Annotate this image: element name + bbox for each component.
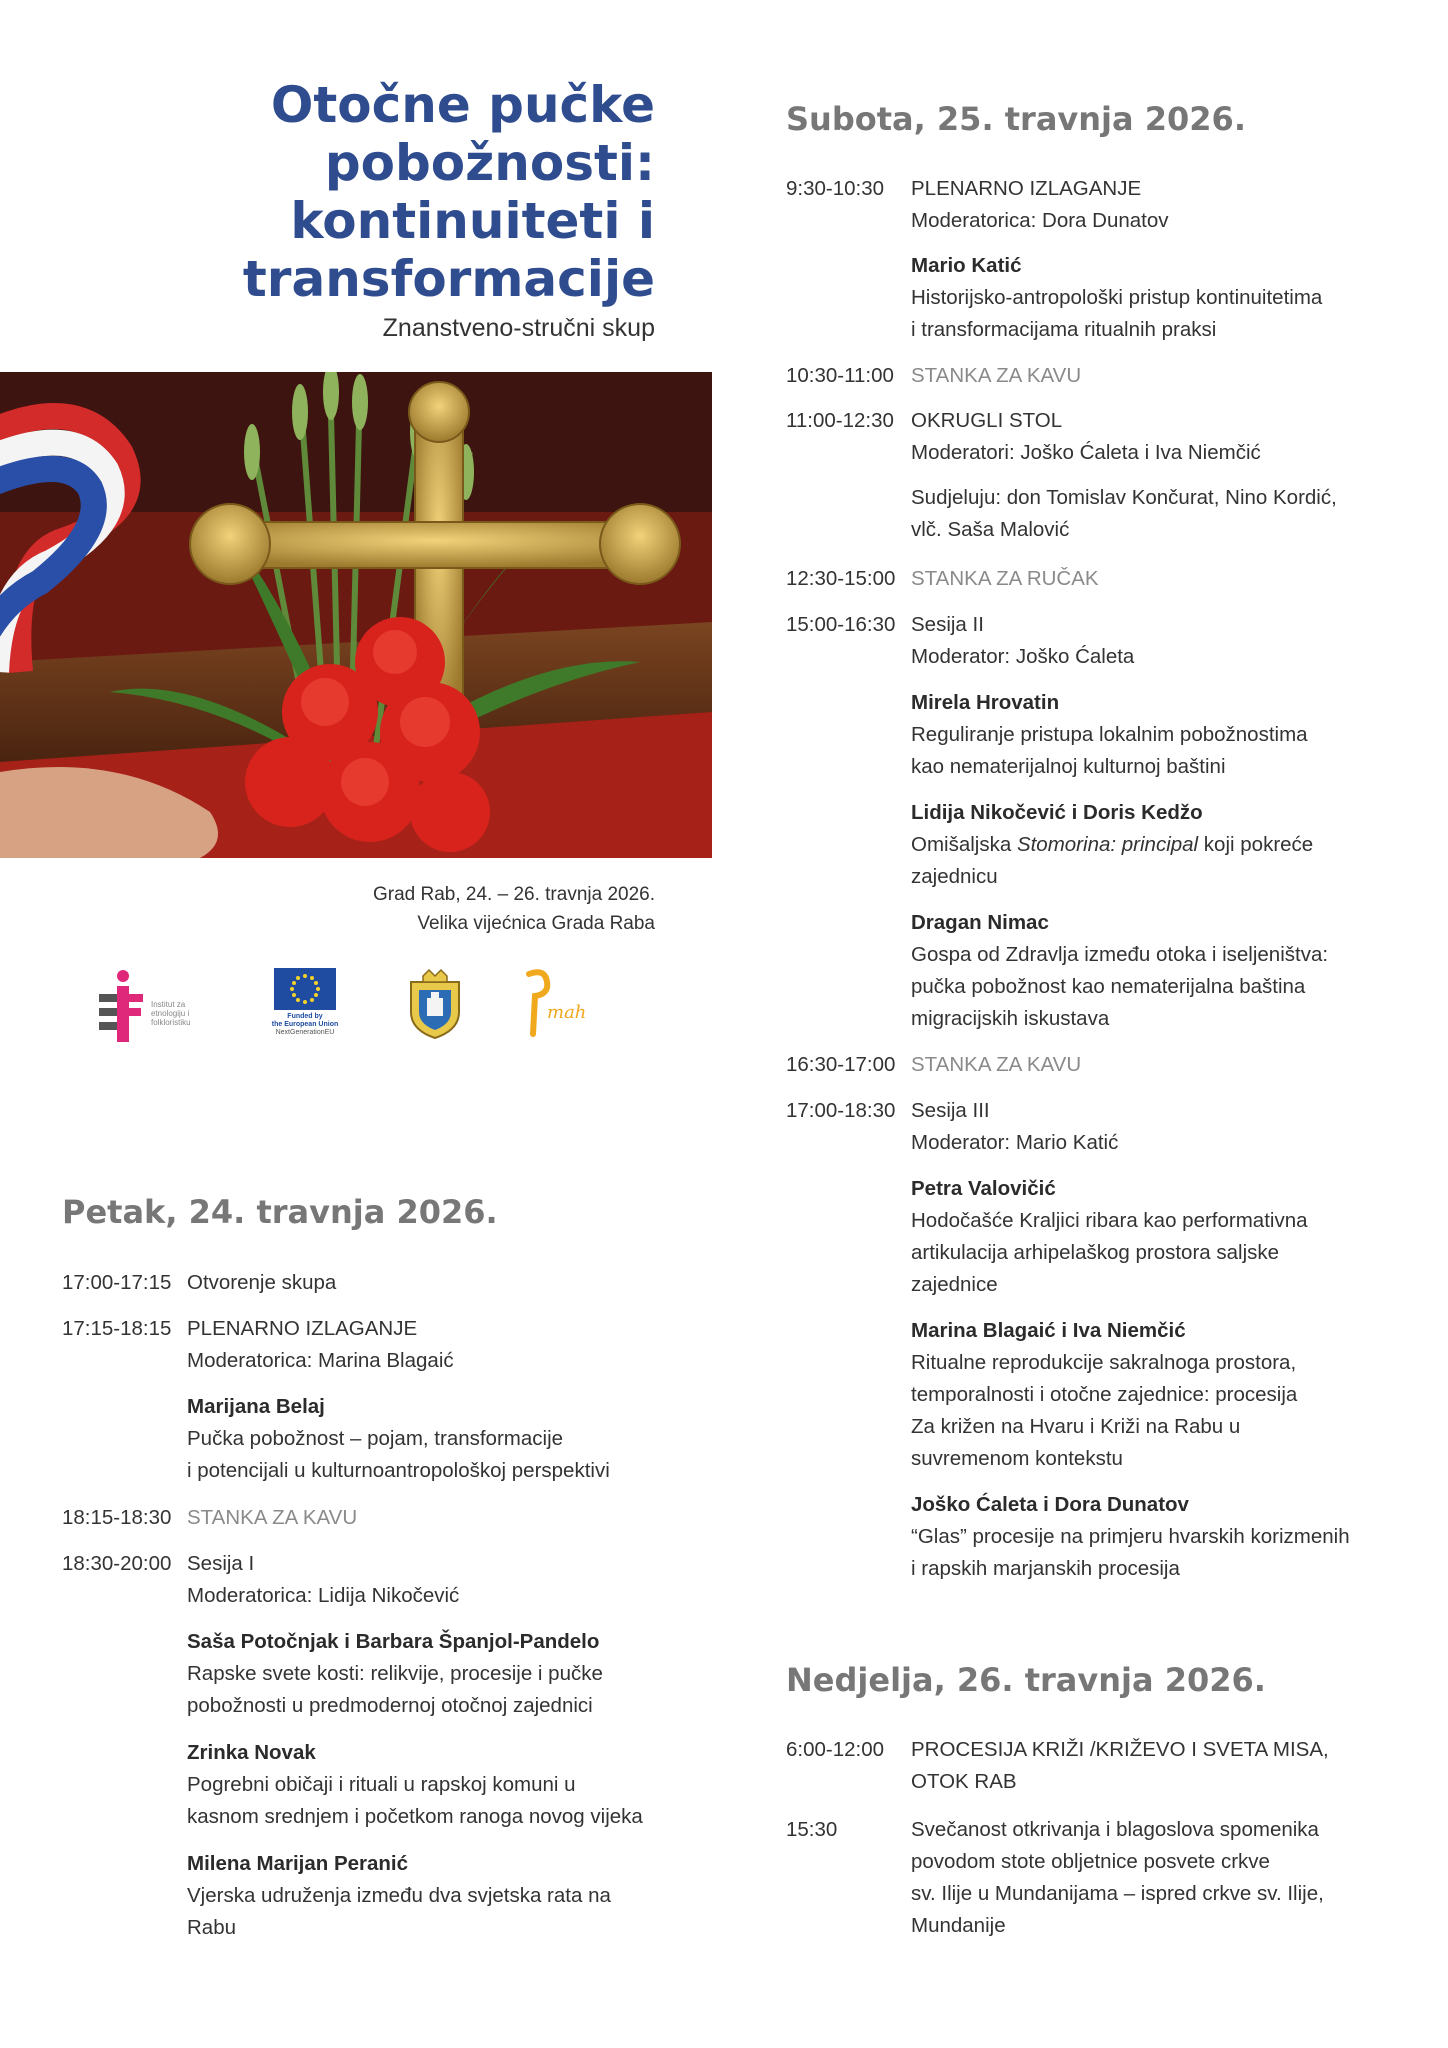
session-time: 12:30-15:00 (786, 567, 896, 590)
speaker-name: Marina Blagaić i Iva Niemčić (911, 1319, 1186, 1342)
venue-hall: Velika vijećnica Grada Raba (417, 913, 655, 934)
speaker-name: Joško Ćaleta i Dora Dunatov (911, 1493, 1189, 1516)
talk-title-part: koji pokreće (1198, 833, 1314, 856)
talk-title: suvremenom kontekstu (911, 1447, 1123, 1470)
session-time: 9:30-10:30 (786, 177, 885, 200)
session-time: 17:00-18:30 (786, 1099, 896, 1122)
talk-title: Za križen na Hvaru i Križi na Rabu u (911, 1415, 1241, 1438)
session-time: 11:00-12:30 (786, 409, 894, 432)
session-time: 18:30-20:00 (62, 1552, 172, 1575)
session-label: Otvorenje skupa (187, 1271, 337, 1294)
talk-title-part: Omišaljska (911, 833, 1017, 856)
sunday-schedule (786, 1734, 1426, 1954)
eu-logo (265, 968, 345, 1048)
session-moderator: Moderatori: Joško Ćaleta i Iva Niemčić (911, 441, 1261, 464)
speaker-name: Saša Potočnjak i Barbara Španjol-Pandelo (187, 1630, 600, 1653)
participants-line: vlč. Saša Malović (911, 518, 1070, 541)
eu-text-2: the European Union (271, 1021, 339, 1028)
session-time: 17:00-17:15 (62, 1271, 172, 1294)
session-moderator: Moderator: Mario Katić (911, 1131, 1119, 1154)
talk-title (911, 829, 1313, 861)
friday-heading: Petak, 24. travnja 2026. (62, 1193, 498, 1231)
session-label: PLENARNO IZLAGANJE (187, 1317, 418, 1340)
talk-title: Historijsko-antropološki pristup kontinuitetima (911, 286, 1323, 309)
talk-title: zajednicu (911, 865, 998, 888)
session-label: Sesija II (911, 613, 984, 636)
mah-logo (525, 968, 605, 1048)
partner-logos (95, 968, 615, 1048)
session-time: 18:15-18:30 (62, 1506, 172, 1529)
talk-title: i rapskih marjanskih procesija (911, 1557, 1180, 1580)
session-label: Sesija I (187, 1552, 255, 1575)
speaker-name: Mirela Hrovatin (911, 691, 1060, 714)
mah-logo-text: mah (547, 1002, 587, 1023)
talk-title: Pogrebni običaji i rituali u rapskoj komuni u (187, 1773, 576, 1796)
friday-schedule (62, 1267, 742, 1957)
talk-title: kao nematerijalnoj kulturnoj baštini (911, 755, 1226, 778)
saturday-schedule (786, 173, 1426, 1593)
talk-title: “Glas” procesije na primjeru hvarskih korizmenih (911, 1525, 1350, 1548)
break-label: STANKA ZA KAVU (187, 1506, 358, 1529)
session-label: OTOK RAB (911, 1770, 1017, 1793)
venue-dates: Grad Rab, 24. – 26. travnja 2026. (372, 884, 655, 905)
speaker-name: Milena Marijan Peranić (187, 1852, 409, 1875)
participants-line: Sudjeluju: don Tomislav Končurat, Nino Kordić, (911, 486, 1337, 509)
session-time: 15:00-16:30 (786, 613, 896, 636)
talk-title: Hodočašće Kraljici ribara kao performativna (911, 1209, 1308, 1232)
break-label: STANKA ZA KAVU (911, 364, 1082, 387)
talk-title-italic: Stomorina: principal (1016, 833, 1199, 856)
talk-title: Vjerska udruženja između dva svjetska rata na (187, 1884, 611, 1907)
session-time: 10:30-11:00 (786, 364, 894, 387)
speaker-name: Mario Katić (911, 254, 1022, 277)
session-moderator: Moderatorica: Dora Dunatov (911, 209, 1169, 232)
venue-info (373, 880, 655, 938)
talk-title: Rapske svete kosti: relikvije, procesije i pučke (187, 1662, 603, 1685)
session-time: 15:30 (786, 1818, 838, 1841)
talk-title: i potencijali u kulturnoantropološkoj perspektivi (187, 1459, 610, 1482)
speaker-name: Marijana Belaj (187, 1395, 325, 1418)
speaker-name: Lidija Nikočević i Doris Kedžo (911, 801, 1203, 824)
event-subtitle: Znanstveno-stručni skup (382, 314, 655, 342)
session-time: 16:30-17:00 (786, 1053, 896, 1076)
session-label: povodom stote obljetnice posvete crkve (911, 1850, 1270, 1873)
speaker-name: Zrinka Novak (187, 1741, 316, 1764)
title-line: Otočne pučke (270, 76, 655, 134)
talk-title: Rabu (187, 1916, 237, 1939)
ief-logo-text: Institut za etnologiju i folkloristiku (151, 1000, 191, 1027)
talk-title: artikulacija arhipelaškog prostora saljske (911, 1241, 1280, 1264)
cross-flowers-photo (0, 372, 712, 858)
speaker-name: Petra Valovičić (911, 1177, 1056, 1200)
session-time: 6:00-12:00 (786, 1738, 885, 1761)
break-label: STANKA ZA RUČAK (911, 567, 1099, 590)
talk-title: Ritualne reprodukcije sakralnoga prostora, (911, 1351, 1297, 1374)
talk-title: pučka pobožnost kao nematerijalna baština (911, 975, 1306, 998)
speaker-name: Dragan Nimac (911, 911, 1049, 934)
session-label: OKRUGLI STOL (911, 409, 1063, 432)
eu-text-1: Funded by (287, 1013, 323, 1020)
session-moderator: Moderator: Joško Ćaleta (911, 645, 1135, 668)
session-label: PLENARNO IZLAGANJE (911, 177, 1142, 200)
rab-coat-of-arms-icon (405, 968, 465, 1040)
talk-title: zajednice (911, 1273, 998, 1296)
session-moderator: Moderatorica: Marina Blagaić (187, 1349, 454, 1372)
title-line: kontinuiteti i (290, 192, 655, 250)
title-line: pobožnosti: (324, 134, 655, 192)
sunday-heading: Nedjelja, 26. travnja 2026. (786, 1661, 1266, 1699)
event-title (95, 76, 655, 308)
talk-title: Gospa od Zdravlja između otoka i iseljeništva: (911, 943, 1329, 966)
talk-title: i transformacijama ritualnih praksi (911, 318, 1217, 341)
talk-title: migracijskih iskustava (911, 1007, 1110, 1030)
title-line: transformacije (242, 250, 655, 308)
talk-title: temporalnosti i otočne zajednice: procesija (911, 1383, 1298, 1406)
break-label: STANKA ZA KAVU (911, 1053, 1082, 1076)
talk-title: Pučka pobožnost – pojam, transformacije (187, 1427, 564, 1450)
session-moderator: Moderatorica: Lidija Nikočević (187, 1584, 460, 1607)
session-time: 17:15-18:15 (62, 1317, 172, 1340)
session-label: Sesija III (911, 1099, 990, 1122)
session-label: sv. Ilije u Mundanijama – ispred crkve sv. Ilije, (911, 1882, 1324, 1905)
talk-title: pobožnosti u predmodernoj otočnoj zajednici (187, 1694, 593, 1717)
session-label: Svečanost otkrivanja i blagoslova spomenika (911, 1818, 1319, 1841)
talk-title: kasnom srednjem i početkom ranoga novog vijeka (187, 1805, 643, 1828)
saturday-heading: Subota, 25. travnja 2026. (786, 100, 1246, 138)
talk-title: Reguliranje pristupa lokalnim pobožnostima (911, 723, 1308, 746)
session-label: PROCESIJA KRIŽI /KRIŽEVO I SVETA MISA, (911, 1738, 1329, 1761)
eu-text-3: NextGenerationEU (275, 1029, 335, 1036)
ief-logo (95, 968, 215, 1048)
session-label: Mundanije (911, 1914, 1006, 1937)
